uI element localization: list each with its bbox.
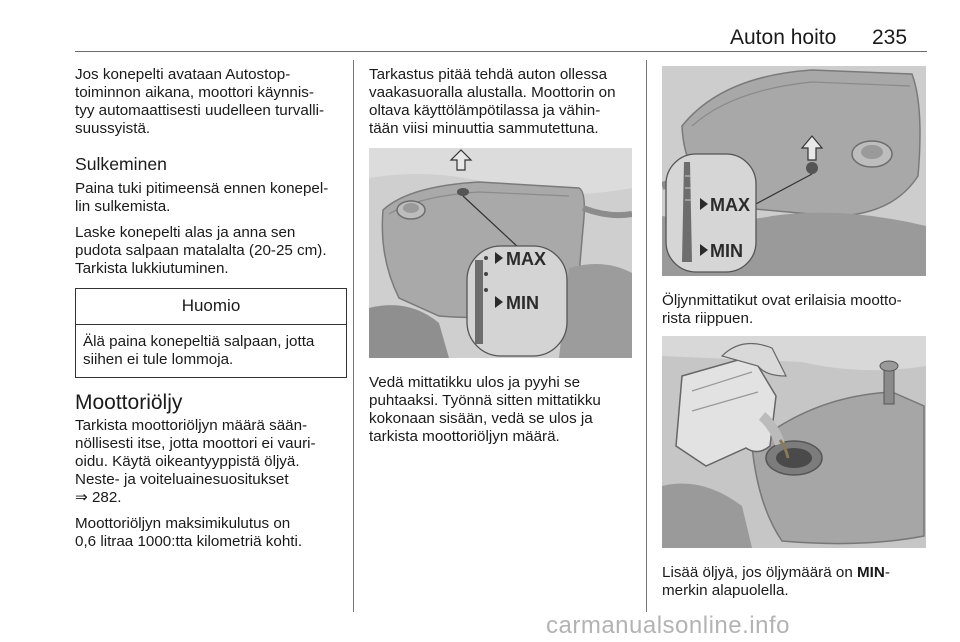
header-rule: [75, 51, 927, 52]
engine-bay-illustration-2: [662, 66, 926, 276]
running-header-title: Auton hoito: [730, 26, 837, 49]
note-box: [75, 288, 347, 378]
column-1: [75, 66, 347, 559]
note-title: Huomio: [76, 289, 346, 325]
note-body: Älä paina konepeltiä salpaan, jotta siihen ei tule lommoja.: [83, 333, 315, 368]
engine-bay-illustration-1: [369, 148, 632, 358]
closing-heading: Sulkeminen: [75, 154, 167, 174]
dipstick-figure-1: [369, 148, 632, 358]
oil-filling-figure: [662, 336, 926, 548]
max-mark-label: MAX: [506, 249, 546, 269]
closing-paragraph-1: Paina tuki pitimeensä ennen konepel- lin sulkemista.: [75, 180, 329, 215]
column-divider-left: [353, 60, 354, 612]
column-divider-right: [646, 60, 647, 612]
oil-filling-illustration: [662, 336, 926, 548]
engine-oil-paragraph-1: Tarkista moottoriöljyn määrä sään- nöllisesti itse, jotta moottori ei vauri- oidu. Käytä oikeantyyppistä öljyä. Neste- ja voiteluainesuositukset ⇒ 282.: [75, 417, 316, 506]
dipstick-figure-2: [662, 66, 926, 276]
watermark: carmanualsonline.info: [546, 612, 790, 639]
dipstick-instruction-paragraph: Vedä mittatikku ulos ja pyyhi se puhtaaksi. Työnnä sitten mittatikku kokonaan sisään, vedä se ulos ja tarkista moottoriöljyn määrä.: [369, 374, 601, 445]
reference-arrow-icon: ⇒: [75, 489, 88, 506]
page-reference-link[interactable]: ⇒ 282.: [75, 489, 122, 506]
engine-oil-paragraph-2: Moottoriöljyn maksimikulutus on 0,6 litraa 1000:tta kilometriä kohti.: [75, 515, 303, 550]
min-mark-label: MIN: [506, 293, 539, 313]
closing-paragraph-2: Laske konepelti alas ja anna sen pudota salpaan matalalta (20-25 cm). Tarkista lukkiutuminen.: [75, 224, 327, 277]
engine-oil-heading: Moottoriöljy: [75, 391, 183, 414]
add-oil-caption: Lisää öljyä, jos öljymäärä on MIN- merkin alapuolella.: [662, 564, 890, 599]
max-mark-label-2: MAX: [710, 195, 750, 215]
min-mark-label-2: MIN: [710, 241, 743, 261]
column-2: [369, 66, 641, 146]
intro-paragraph: Jos konepelti avataan Autostop- toiminnon aikana, moottori käynnis- tyy automaattisesti uudelleen turvalli- suussyistä.: [75, 66, 325, 137]
dipstick-variation-caption: Öljynmittatikut ovat erilaisia mootto- rista riippuen.: [662, 292, 902, 327]
page-number: 235: [872, 26, 908, 49]
check-conditions-paragraph: Tarkastus pitää tehdä auton ollessa vaakasuoralla alustalla. Moottorin on oltava käyttölämpötilassa ja vähin- tään viisi minuuttia sammutettuna.: [369, 66, 616, 137]
min-mark-reference: MIN: [857, 564, 885, 581]
